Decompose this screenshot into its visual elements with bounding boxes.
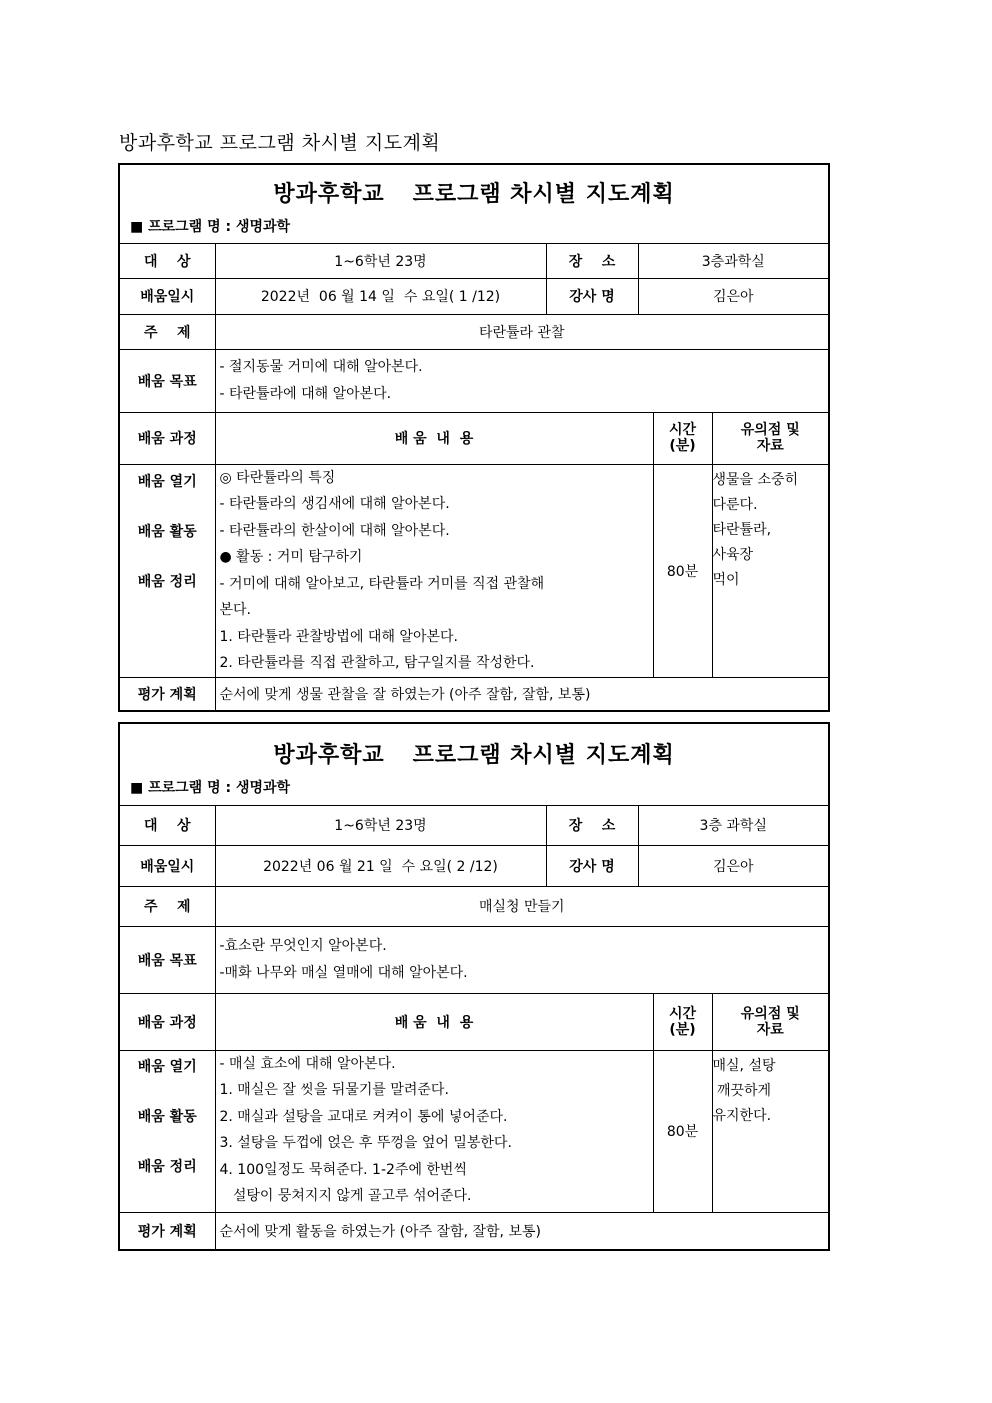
goal-item: -효소란 무엇인지 알아본다. [219,938,387,954]
note-line: 생물을 소중히 [712,471,799,488]
eval-value: 순서에 맞게 생물 관찰을 잘 하였는가 (아주 잘함, 잘함, 보통) [215,677,829,711]
lesson-plan-1 [118,163,830,712]
content-line: 1. 타란튤라 관찰방법에 대해 알아본다. [219,628,458,645]
plan-title: 방과후학교 프로그램 차시별 지도계획 [273,742,675,768]
content-label: 배 움 내 용 [215,993,653,1050]
stage-activity-label: 배움 활동 [137,523,197,540]
notes-label: 유의점 및 자료 [712,412,829,464]
notes-label: 유의점 및 자료 [712,993,829,1050]
goal-label: 배움 목표 [119,349,215,412]
target-value: 1~6학년 23명 [215,805,546,845]
stage-activity-label: 배움 활동 [137,1108,197,1125]
stage-wrapup-label: 배움 정리 [137,573,197,590]
eval-value: 순서에 맞게 활동을 하였는가 (아주 잘함, 잘함, 보통) [215,1212,829,1250]
stage-labels [119,1050,215,1212]
topic-value: 타란튤라 관찰 [215,314,829,349]
target-value: 1~6학년 23명 [215,243,546,278]
goal-item: - 절지동물 거미에 대해 알아본다. [219,359,423,375]
content-line: ● 활동 : 거미 탐구하기 [219,549,363,565]
content-line: - 매실 효소에 대해 알아본다. [219,1055,396,1072]
teacher-value: 김은아 [638,278,829,314]
place-value: 3층 과학실 [638,805,829,845]
goal-list [215,926,829,993]
program-name: ■ 프로그램 명 : 생명과학 [130,779,291,796]
content-label: 배 움 내 용 [215,412,653,464]
teacher-label: 강사 명 [546,845,638,886]
eval-label: 평가 계획 [119,677,215,711]
content-line: 3. 설탕을 두껍에 얹은 후 뚜껑을 엎어 밀봉한다. [219,1135,512,1151]
process-label: 배움 과정 [119,993,215,1050]
date-label: 배움일시 [119,278,215,314]
content-list [215,1050,653,1212]
time-value: 80분 [653,464,712,677]
teacher-label: 강사 명 [546,278,638,314]
stage-open-label: 배움 열기 [137,473,197,490]
date-value: 2022년 06 월 21 일 수 요일( 2 /12) [215,845,546,886]
date-value: 2022년 06 월 14 일 수 요일( 1 /12) [215,278,546,314]
place-value: 3층과학실 [638,243,829,278]
topic-label: 주 제 [119,314,215,349]
content-line: 1. 매실은 잘 씻을 뒤물기를 말려준다. [219,1082,449,1098]
stage-open-label: 배움 열기 [137,1058,197,1075]
content-line: 2. 매실과 설탕을 교대로 켜켜이 통에 넣어준다. [219,1108,508,1125]
note-line: 다룬다. [712,496,758,513]
goal-label: 배움 목표 [119,926,215,993]
stage-wrapup-label: 배움 정리 [137,1158,197,1175]
topic-value: 매실청 만들기 [215,886,829,926]
notes-list [712,1050,829,1212]
target-label: 대 상 [119,243,215,278]
goal-item: -매화 나무와 매실 열매에 대해 알아본다. [219,964,468,981]
date-label: 배움일시 [119,845,215,886]
content-line: 2. 타란튤라를 직접 관찰하고, 탐구일지를 작성한다. [219,655,535,671]
notes-list [712,464,829,677]
topic-label: 주 제 [119,886,215,926]
note-line: 깨끗하게 [712,1082,772,1099]
plan-header [119,723,829,805]
content-line: ◎ 타란튤라의 특징 [219,469,336,486]
teacher-value: 김은아 [638,845,829,886]
content-list [215,464,653,677]
time-label: 시간 (분) [653,993,712,1050]
plan-title: 방과후학교 프로그램 차시별 지도계획 [273,182,675,208]
stage-labels [119,464,215,677]
goal-item: - 타란튤라에 대해 알아본다. [219,385,392,402]
time-label: 시간 (분) [653,412,712,464]
lesson-plan-2 [118,722,830,1251]
note-line: 매실, 설탕 [712,1057,776,1074]
note-line: 유지한다. [712,1107,772,1124]
program-name: ■ 프로그램 명 : 생명과학 [130,219,291,236]
place-label: 장 소 [546,805,638,845]
time-value: 80분 [653,1050,712,1212]
eval-label: 평가 계획 [119,1212,215,1250]
content-line: 본다. [219,602,251,618]
content-line: - 거미에 대해 알아보고, 타란튤라 거미를 직접 관찰해 [219,575,545,592]
target-label: 대 상 [119,805,215,845]
process-label: 배움 과정 [119,412,215,464]
document-title: 방과후학교 프로그램 차시별 지도계획 [119,132,441,154]
goal-list [215,349,829,412]
plan-header [119,164,829,243]
content-line: - 타란튤라의 한살이에 대해 알아본다. [219,522,450,539]
note-line: 먹이 [712,571,740,588]
place-label: 장 소 [546,243,638,278]
content-line: 설탕이 뭉쳐지지 않게 골고루 섞어준다. [219,1188,472,1204]
content-line: - 타란튤라의 생김새에 대해 알아본다. [219,496,450,512]
content-line: 4. 100일정도 묵혀준다. 1-2주에 한번씩 [219,1161,467,1178]
note-line: 타란튤라, [712,521,772,538]
note-line: 사육장 [712,546,754,563]
